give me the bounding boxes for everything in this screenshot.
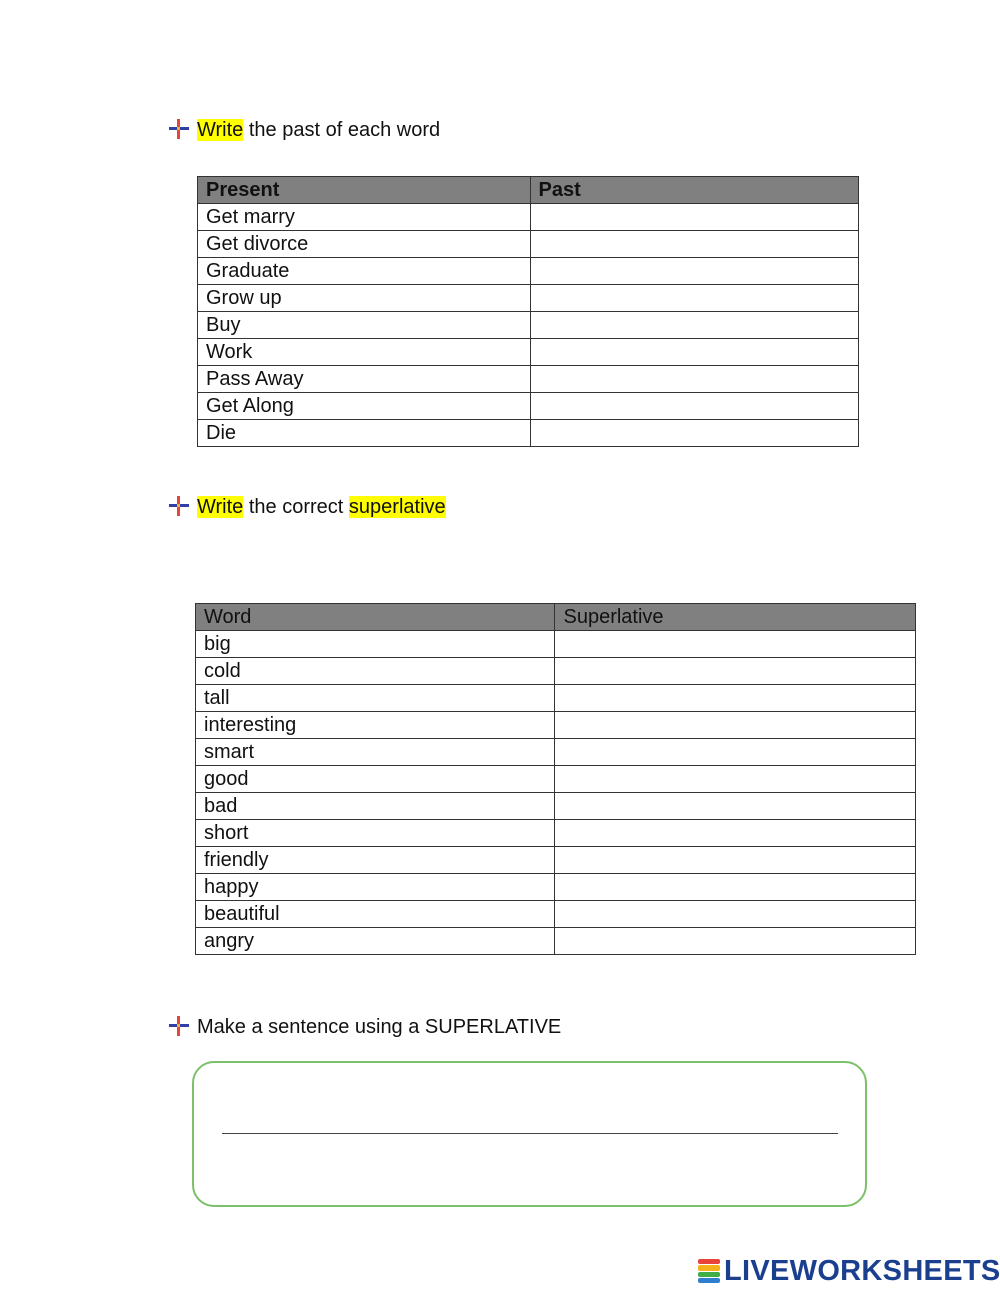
- table-row: [196, 793, 916, 820]
- table-row: [196, 901, 916, 928]
- table-row: [196, 928, 916, 955]
- table-row: [198, 339, 859, 366]
- section1-heading-rest: the past of each word: [243, 119, 441, 141]
- present-answer-cell[interactable]: [530, 393, 858, 420]
- word-word-cell: short: [196, 820, 555, 847]
- table-row: [196, 739, 916, 766]
- present-answer-cell[interactable]: [530, 339, 858, 366]
- table-row: [196, 712, 916, 739]
- column-header-word: Word: [196, 604, 555, 631]
- arrow-bullet-icon: [168, 495, 190, 517]
- column-header-present: Present: [198, 177, 531, 204]
- table-header-row: [198, 177, 859, 204]
- word-word-cell: cold: [196, 658, 555, 685]
- past-tense-table: [197, 176, 859, 447]
- table-row: [196, 847, 916, 874]
- present-answer-cell[interactable]: [530, 258, 858, 285]
- present-answer-cell[interactable]: [530, 366, 858, 393]
- word-word-cell: beautiful: [196, 901, 555, 928]
- present-answer-cell[interactable]: [530, 285, 858, 312]
- present-answer-cell[interactable]: [530, 420, 858, 447]
- present-word-cell: Buy: [198, 312, 531, 339]
- word-answer-cell[interactable]: [555, 820, 916, 847]
- word-answer-cell[interactable]: [555, 658, 916, 685]
- present-word-cell: Get divorce: [198, 231, 531, 258]
- present-word-cell: Pass Away: [198, 366, 531, 393]
- column-header-past: Past: [530, 177, 858, 204]
- section2-keyword: Write: [197, 496, 244, 518]
- word-word-cell: good: [196, 766, 555, 793]
- table-row: [198, 420, 859, 447]
- table-row: [198, 393, 859, 420]
- word-answer-cell[interactable]: [555, 901, 916, 928]
- present-word-cell: Work: [198, 339, 531, 366]
- word-answer-cell[interactable]: [555, 631, 916, 658]
- table-row: [196, 658, 916, 685]
- word-answer-cell[interactable]: [555, 847, 916, 874]
- word-answer-cell[interactable]: [555, 874, 916, 901]
- word-answer-cell[interactable]: [555, 739, 916, 766]
- sentence-answer-box[interactable]: [192, 1061, 867, 1207]
- column-header-superlative: Superlative: [555, 604, 916, 631]
- logo-text: LIVEWORKSHEETS: [724, 1254, 1000, 1287]
- word-word-cell: friendly: [196, 847, 555, 874]
- section1-keyword: Write: [197, 119, 244, 141]
- word-word-cell: happy: [196, 874, 555, 901]
- table-row: [198, 312, 859, 339]
- present-word-cell: Graduate: [198, 258, 531, 285]
- table-row: [196, 874, 916, 901]
- section2-heading: [197, 494, 446, 520]
- section3-heading: Make a sentence using a SUPERLATIVE: [197, 1016, 562, 1038]
- superlative-table: [195, 603, 916, 955]
- word-answer-cell[interactable]: [555, 712, 916, 739]
- section2-heading-middle: the correct: [243, 496, 349, 518]
- word-word-cell: angry: [196, 928, 555, 955]
- word-answer-cell[interactable]: [555, 928, 916, 955]
- table-row: [198, 366, 859, 393]
- table-row: [198, 285, 859, 312]
- word-word-cell: bad: [196, 793, 555, 820]
- present-word-cell: Get marry: [198, 204, 531, 231]
- word-answer-cell[interactable]: [555, 793, 916, 820]
- arrow-bullet-icon: [168, 1015, 190, 1037]
- word-word-cell: smart: [196, 739, 555, 766]
- table-row: [198, 258, 859, 285]
- word-word-cell: tall: [196, 685, 555, 712]
- present-answer-cell[interactable]: [530, 231, 858, 258]
- arrow-bullet-icon: [168, 118, 190, 140]
- present-word-cell: Grow up: [198, 285, 531, 312]
- section1-heading: [197, 117, 440, 143]
- present-answer-cell[interactable]: [530, 312, 858, 339]
- present-word-cell: Die: [198, 420, 531, 447]
- table-row: [198, 231, 859, 258]
- table-row: [198, 204, 859, 231]
- section2-keyword2: superlative: [348, 496, 446, 518]
- word-word-cell: big: [196, 631, 555, 658]
- sentence-answer-line[interactable]: [222, 1133, 838, 1134]
- table-row: [196, 820, 916, 847]
- table-row: [196, 766, 916, 793]
- word-answer-cell[interactable]: [555, 766, 916, 793]
- table-row: [196, 631, 916, 658]
- table-row: [196, 685, 916, 712]
- present-answer-cell[interactable]: [530, 204, 858, 231]
- word-answer-cell[interactable]: [555, 685, 916, 712]
- present-word-cell: Get Along: [198, 393, 531, 420]
- liveworksheets-logo: [698, 1254, 1000, 1288]
- word-word-cell: interesting: [196, 712, 555, 739]
- logo-blocks-icon: [698, 1259, 720, 1283]
- table-header-row: [196, 604, 916, 631]
